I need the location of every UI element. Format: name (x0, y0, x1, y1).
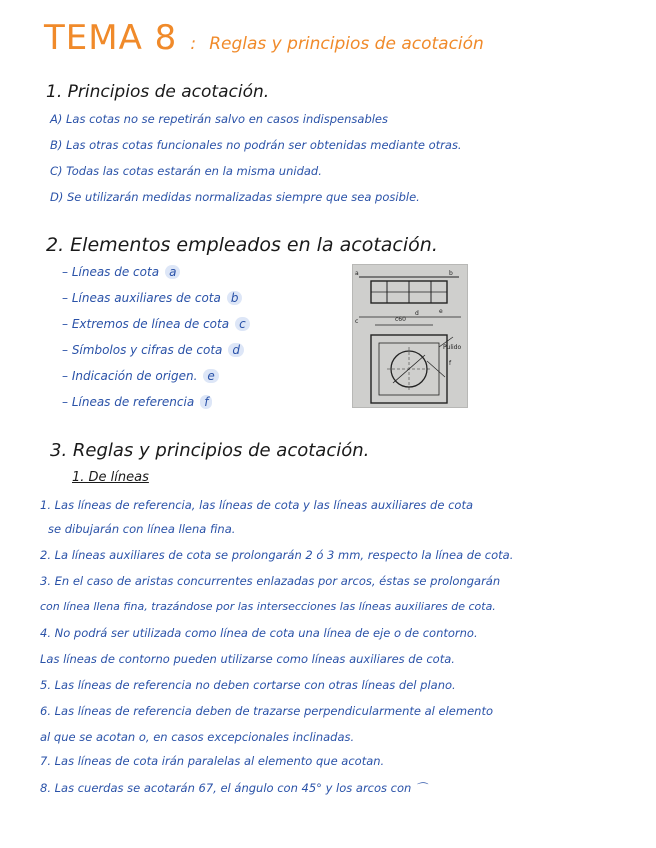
dimension-drawing-photo (352, 264, 468, 408)
rule-line: 7. Las líneas de cota irán paralelas al elemento que acotan. (40, 754, 385, 768)
rule-line: 1. Las líneas de referencia, las líneas de cota y las líneas auxiliares de cota (40, 498, 474, 512)
rule-line: 2. La líneas auxiliares de cota se prolongarán 2 ó 3 mm, respecto la línea de cota. (40, 548, 514, 562)
fig-label-a: a (355, 270, 359, 277)
rule-line: 6. Las líneas de referencia deben de trazarse perpendicularmente al elemento (40, 704, 493, 718)
element-text: – Indicación de origen. (62, 369, 198, 383)
rule-line: se dibujarán con línea llena fina. (48, 522, 236, 536)
element-tag: c (235, 317, 250, 331)
section3-title: 3. Reglas y principios de acotación. (50, 440, 370, 461)
section1-item-c: C) Todas las cotas estarán en la misma unidad. (50, 164, 322, 178)
rule-line: 4. No podrá ser utilizada como línea de cota una línea de eje o de contorno. (40, 626, 478, 640)
tema-colon: : (190, 34, 197, 54)
dimension-drawing (353, 265, 467, 407)
element-tag: b (227, 291, 243, 305)
rule-line: Las líneas de contorno pueden utilizarse como líneas auxiliares de cota. (40, 652, 455, 666)
section1-item-d: D) Se utilizarán medidas normalizadas siempre que sea posible. (50, 190, 420, 204)
element-tag: e (203, 369, 218, 383)
element-item (62, 317, 250, 331)
rule-line: 5. Las líneas de referencia no deben cortarse con otras líneas del plano. (40, 678, 456, 692)
fig-label-c: c (355, 318, 359, 325)
rule-line: 8. Las cuerdas se acotarán 67, el ángulo con 45° y los arcos con ⌒ (40, 781, 427, 795)
section3-subheading: 1. De líneas (72, 470, 149, 485)
element-item (62, 343, 244, 357)
element-text: – Líneas de referencia (62, 395, 195, 409)
fig-label-f: f (449, 360, 452, 367)
element-item (62, 265, 180, 279)
rule-line: al que se acotan o, en casos excepcionales inclinadas. (40, 730, 355, 744)
element-item (62, 291, 242, 305)
fig-label-b: b (449, 270, 453, 277)
element-item (62, 369, 219, 383)
rule-line: con línea llena fina, trazándose por las intersecciones las líneas auxiliares de cota. (40, 600, 496, 613)
tema-label: TEMA 8 (44, 18, 178, 58)
element-text: – Extremos de línea de cota (62, 317, 230, 331)
section2-title: 2. Elementos empleados en la acotación. (46, 234, 438, 256)
element-text: – Líneas de cota (62, 265, 160, 279)
element-tag: a (165, 265, 180, 279)
page-title (44, 18, 624, 58)
element-text: – Líneas auxiliares de cota (62, 291, 221, 305)
element-text: – Símbolos y cifras de cota (62, 343, 223, 357)
element-tag: f (200, 395, 212, 409)
section1-title: 1. Principios de acotación. (46, 82, 270, 102)
section1-item-a: A) Las cotas no se repetirán salvo en casos indispensables (50, 112, 389, 126)
fig-label-c60: c60 (395, 316, 406, 323)
rule-line: 3. En el caso de aristas concurrentes enlazadas por arcos, éstas se prolongarán (40, 574, 501, 588)
fig-label-pulido: Pulido (443, 344, 462, 351)
element-item (62, 395, 212, 409)
element-tag: d (228, 343, 244, 357)
fig-label-e: e (439, 308, 443, 315)
fig-label-d: d (415, 310, 419, 317)
tema-subtitle: Reglas y principios de acotación (209, 34, 484, 54)
section1-item-b: B) Las otras cotas funcionales no podrán ser obtenidas mediante otras. (50, 138, 462, 152)
